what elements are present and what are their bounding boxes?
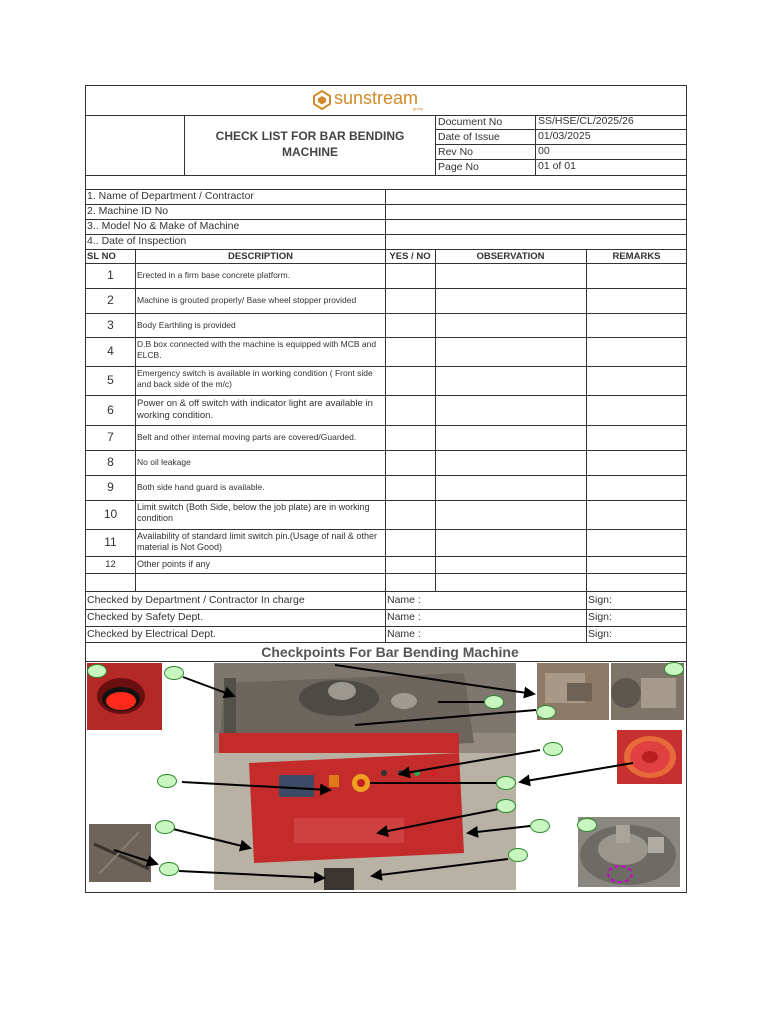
callout-marker [508,848,528,862]
signoff-name-label: Name : [387,594,421,606]
signoff-label: Checked by Electrical Dept. [87,628,216,640]
checklist-title [185,128,435,160]
earthing-image [89,824,151,882]
table-row-description: Availability of standard limit switch pin.(Usage of nail & other material is Not Good) [137,531,377,552]
col-header-observation: OBSERVATION [476,251,545,262]
table-row-description: No oil leakage [137,457,191,467]
col-divider [385,249,386,591]
table-row-number: 5 [107,374,114,386]
power-switch-photo [617,730,682,784]
row-line [85,425,687,426]
signoff-sign-label: Sign: [588,594,612,606]
callout-marker [484,695,504,709]
signoff-name-label: Name : [387,628,421,640]
checkpoints-title-line [85,661,687,662]
checkpoints-title: Checkpoints For Bar Bending Machine [261,644,519,660]
col-header-sl-no: SL NO [87,251,116,262]
col-divider [435,249,436,591]
callout-marker [530,819,550,833]
table-row-description: Other points if any [137,559,211,569]
table-row-description: Erected in a firm base concrete platform. [137,270,291,280]
col-header-description: DESCRIPTION [228,251,293,262]
signoff-line [85,609,687,610]
info-divider [385,189,386,249]
col-header-remarks: REMARKS [612,251,661,262]
col-divider [135,249,136,591]
callout-marker [577,818,597,832]
table-row-number: 4 [107,345,114,357]
title-line-2: MACHINE [282,145,338,159]
company-logo [313,88,443,112]
row-line [85,288,687,289]
callout-marker [155,820,175,834]
meta-label: Rev No [438,146,474,158]
row-line [85,337,687,338]
row-line [85,556,687,557]
meta-value: 01 of 01 [538,160,576,172]
info-label-department: 1. Name of Department / Contractor [87,190,254,202]
meta-value: 00 [538,145,550,157]
signoff-sign-label: Sign: [588,611,612,623]
signoff-sign-label: Sign: [588,628,612,640]
table-header-line [85,263,687,264]
meta-label: Page No [438,161,479,173]
table-row-number: 10 [103,508,118,520]
meta-value: 01/03/2025 [538,130,591,142]
row-line [85,529,687,530]
callout-marker [159,862,179,876]
header-bottom-line [85,175,687,176]
row-line [85,573,687,574]
callout-marker [536,705,556,719]
table-row-number: 3 [107,319,114,331]
callout-marker [543,742,563,756]
meta-value: SS/HSE/CL/2025/26 [538,115,634,127]
table-row-description: Limit switch (Both Side, below the job plate) are in working condition [137,502,370,523]
table-row-description: Machine is grouted properly/ Base wheel stopper provided [137,295,357,305]
table-row-number: 8 [107,456,114,468]
meta-line [435,144,687,145]
sun-logo-icon [313,90,331,110]
row-line [85,450,687,451]
callout-marker [157,774,177,788]
row-line [85,313,687,314]
title-line-1: CHECK LIST FOR BAR BENDING [215,129,405,143]
table-row-number: 7 [107,431,114,443]
signoff-divider [586,591,587,642]
earthing-photo [89,824,151,882]
info-label-machine-id: 2. Machine ID No [87,205,169,217]
callout-marker [496,799,516,813]
info-line [85,204,687,205]
callout-marker [664,662,684,676]
info-label-date: 4.. Date of Inspection [87,235,187,247]
table-row-number: 1 [107,269,114,281]
meta-label: Date of Issue [438,131,500,143]
table-row-description: Body Earthling is provided [137,320,236,330]
table-row-description: Both side hand guard is available. [137,482,265,492]
logo-text: sunstream [334,88,419,108]
callout-marker [164,666,184,680]
row-line [85,395,687,396]
table-row-description: Power on & off switch with indicator light are available in working condition. [137,398,373,421]
row-line [85,500,687,501]
table-row-description: D.B box connected with the machine is equipped with MCB and ELCB. [137,339,377,360]
callout-marker [496,776,516,790]
col-divider [586,249,587,591]
signoff-name-label: Name : [387,611,421,623]
table-row-number: 2 [107,294,114,306]
row-line [85,591,687,592]
callout-marker [87,664,107,678]
table-row-number: 12 [105,559,116,570]
header-meta-divider [435,115,436,175]
signoff-label: Checked by Department / Contractor In charge [87,594,305,606]
power-switch-image [617,730,682,784]
info-label-model: 3.. Model No & Make of Machine [87,220,240,232]
table-row-description: Belt and other internal moving parts are covered/Guarded. [137,432,357,442]
meta-label: Document No [438,116,503,128]
table-row-description: Emergency switch is available in working condition ( Front side and back side of the m/c) [137,368,373,389]
table-row-number: 9 [107,481,114,493]
col-header-yes-no: YES / NO [389,251,431,262]
signoff-line [85,626,687,627]
info-line [85,249,687,250]
signoff-divider [385,591,386,642]
table-row-number: 11 [104,536,117,548]
logo-subtext: group [413,106,424,111]
row-line [85,475,687,476]
bar-bending-machine-image [214,663,516,890]
header-meta-value-divider [535,115,536,175]
row-line [85,366,687,367]
table-row-number: 6 [107,404,114,416]
machine-main-photo [214,663,516,890]
signoff-label: Checked by Safety Dept. [87,611,204,623]
